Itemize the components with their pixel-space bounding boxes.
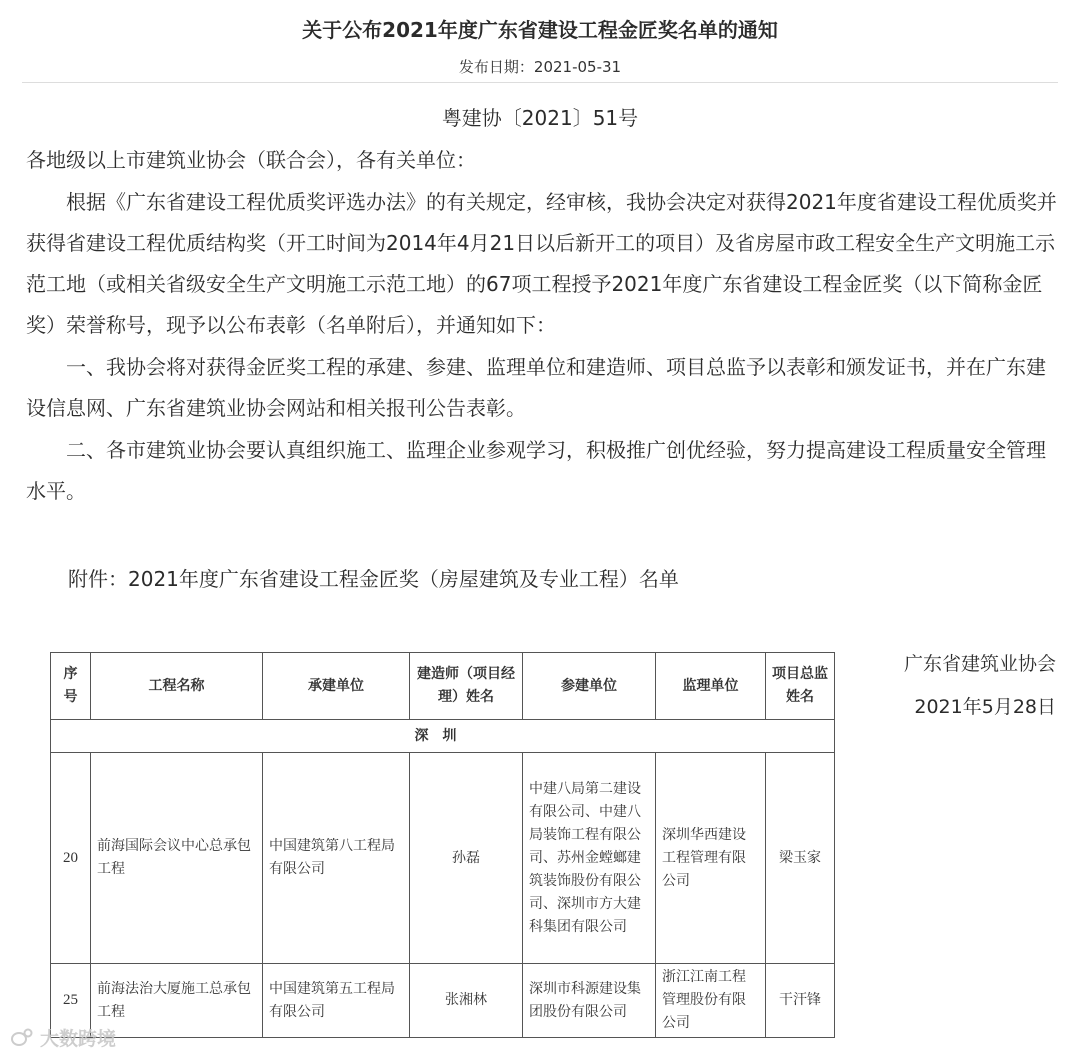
region-label: 深圳 [51,720,835,753]
watermark-text: 大数跨境 [40,1028,117,1050]
cell-supervisor: 浙江江南工程管理股份有限公司 [656,964,766,1038]
cell-project: 前海法治大厦施工总承包工程 [91,964,263,1038]
cell-builder: 张湘林 [410,964,523,1038]
header-seq: 序号 [51,653,91,720]
cell-seq: 25 [51,964,91,1038]
signature-date: 2021年5月28日 [914,696,1056,718]
brand-logo-icon [10,1027,34,1049]
cell-participants: 深圳市科源建设集团股份有限公司 [523,964,656,1038]
header-project: 工程名称 [91,653,263,720]
cell-director: 梁玉家 [766,753,835,964]
cell-contractor: 中国建筑第八工程局有限公司 [263,753,410,964]
addressee: 各地级以上市建筑业协会（联合会），各有关单位： [26,148,476,172]
header-contractor: 承建单位 [263,653,410,720]
awards-table [50,652,835,1038]
signature-organization: 广东省建筑业协会 [903,653,1056,675]
header-builder: 建造师（项目经理）姓名 [410,653,523,720]
cell-project: 前海国际会议中心总承包工程 [91,753,263,964]
region-row [51,720,835,753]
cell-contractor: 中国建筑第五工程局有限公司 [263,964,410,1038]
paragraph-intro: 根据《广东省建设工程优质奖评选办法》的有关规定，经审核，我协会决定对获得2021年度省建设工程优质奖并获得省建设工程优质结构奖（开工时间为2014年4月21日以后新开工的项目）及省房屋市政工程安全生产文明施工示范工地（或相关省级安全生产文明施工示范工地）的67项工程授予2021年度广东省建设工程金匠奖（以下简称金匠奖）荣誉称号，现予以公布表彰（名单附后），并通知如下： [26,190,1057,337]
header-supervisor: 监理单位 [656,653,766,720]
attachment-label: 附件：2021年度广东省建设工程金匠奖（房屋建筑及专业工程）名单 [68,567,679,591]
table-row [51,964,835,1038]
cell-seq: 20 [51,753,91,964]
watermark [10,1024,116,1051]
paragraph-item-1: 一、我协会将对获得金匠奖工程的承建、参建、监理单位和建造师、项目总监予以表彰和颁发证书，并在广东建设信息网、广东省建筑业协会网站和相关报刊公告表彰。 [26,355,1046,420]
cell-director: 干汗锋 [766,964,835,1038]
header-divider [22,82,1058,83]
cell-builder: 孙磊 [410,753,523,964]
paragraph-item-2: 二、各市建筑业协会要认真组织施工、监理企业参观学习，积极推广创优经验，努力提高建设工程质量安全管理水平。 [26,438,1046,503]
notice-title: 关于公布2021年度广东省建设工程金匠奖名单的通知 [302,18,778,42]
table-header-row [51,653,835,720]
header-participants: 参建单位 [523,653,656,720]
publish-date: 发布日期：2021-05-31 [458,58,622,76]
document-number: 粤建协〔2021〕51号 [441,106,639,130]
header-director: 项目总监姓名 [766,653,835,720]
table-row [51,753,835,964]
cell-participants: 中建八局第二建设有限公司、中建八局装饰工程有限公司、苏州金螳螂建筑装饰股份有限公司、深圳市方大建科集团有限公司 [523,753,656,964]
cell-supervisor: 深圳华西建设工程管理有限公司 [656,753,766,964]
